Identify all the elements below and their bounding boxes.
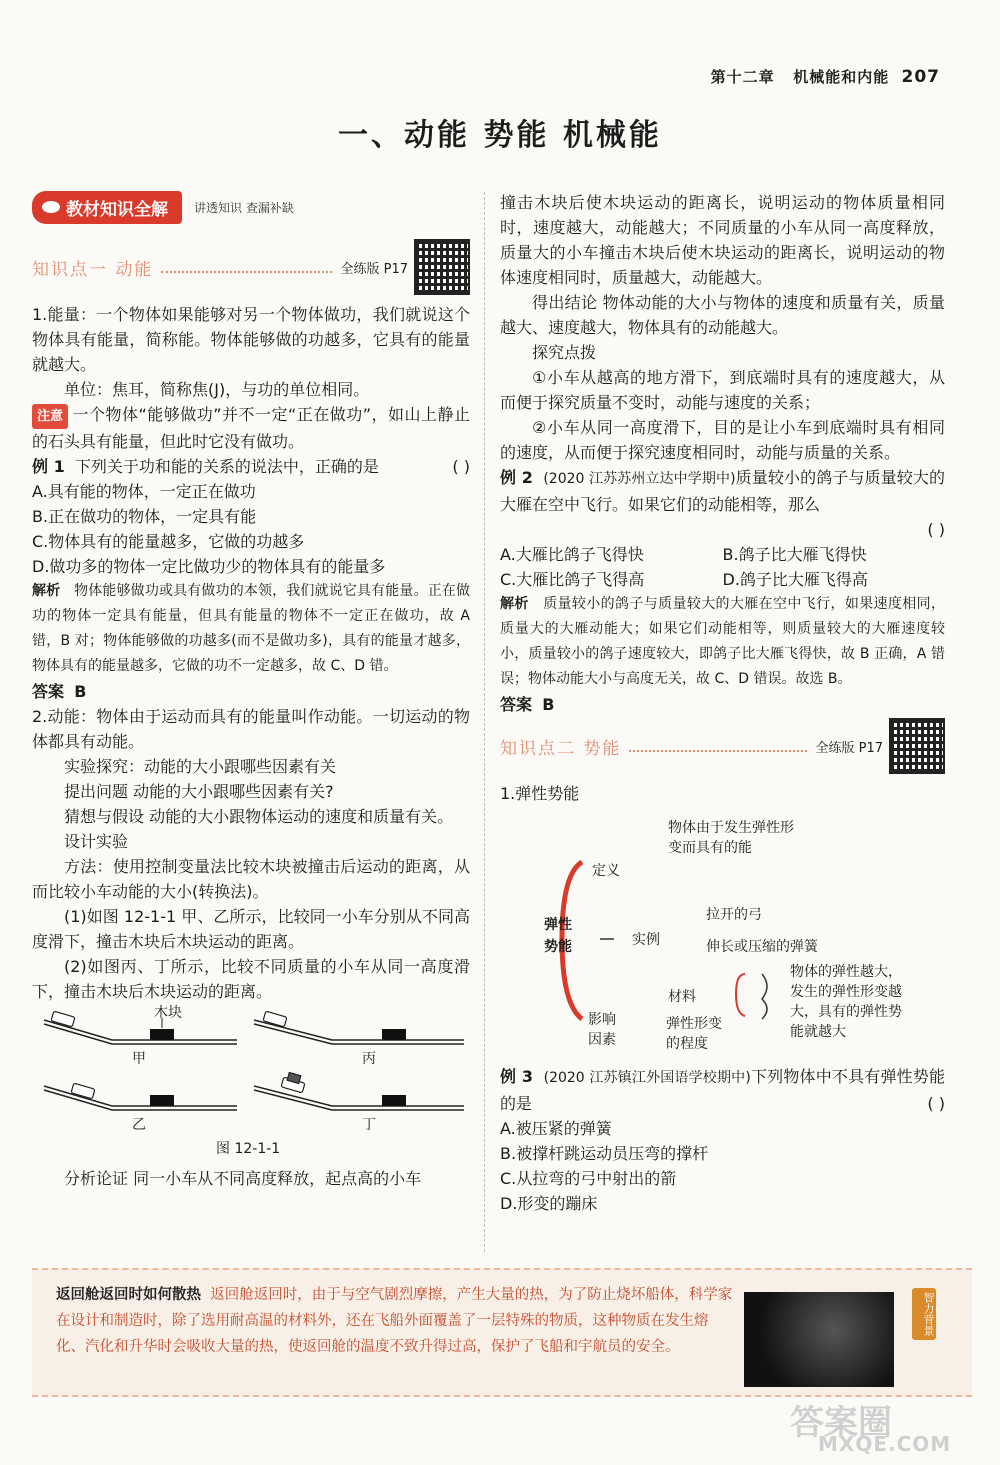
ex2-option-a: A.大雁比鸽子飞得快 (500, 545, 644, 564)
kp1-label: 知识点一 动能 (32, 259, 154, 280)
ex3-paren: ( ) (927, 1094, 945, 1113)
analysis-label-2: 解析 (500, 596, 529, 612)
answer-value-2: B (542, 695, 555, 714)
ramp-diagram (32, 1008, 470, 1158)
para-unit: 单位：焦耳，简称焦(J)，与功的单位相同。 (64, 380, 370, 399)
ex2-option-b: B.鸽子比大雁飞得快 (722, 545, 867, 564)
ex1-option-a: A.具有能的物体，一定正在做功 (32, 482, 256, 501)
banner-bar (32, 191, 182, 224)
ex3-option-d: D.形变的蹦床 (500, 1194, 598, 1213)
ex1-stem: 下列关于功和能的关系的说法中，正确的是 (74, 457, 379, 476)
background-title: 返回舱返回时如何散热 (56, 1287, 201, 1303)
tree-example-2: 伸长或压缩的弹簧 (706, 939, 818, 955)
ex2-option-d: D.鸽子比大雁飞得高 (722, 570, 868, 589)
ex2-answer (500, 692, 945, 717)
elastic-energy-tree (500, 814, 945, 1064)
ex3-option-a: A.被压紧的弹簧 (500, 1119, 612, 1138)
ex1-label: 例 1 (32, 457, 65, 476)
example-2 (500, 465, 945, 517)
block-yi (150, 1095, 174, 1106)
block-label: 木块 (154, 1005, 182, 1021)
ex2-option-c: C.大雁比鸽子飞得高 (500, 570, 645, 589)
para-note (32, 402, 470, 454)
background-box (32, 1268, 972, 1397)
cart-yi (71, 1083, 95, 1099)
ex2-label: 例 2 (500, 468, 533, 487)
right-column (500, 190, 945, 1216)
ex2-analysis (500, 592, 945, 692)
result-brace (762, 974, 767, 1019)
label-ding: 丁 (362, 1117, 376, 1133)
ex3-option-b: B.被撑杆跳运动员压弯的撑杆 (500, 1144, 709, 1163)
chapter: 第十二章 (710, 68, 775, 86)
block-bing (382, 1029, 406, 1040)
qr-code-icon-2[interactable] (889, 718, 945, 774)
dotted-leader (161, 261, 332, 273)
para-elastic-title: 1.弹性势能 (500, 784, 580, 803)
capsule-photo (744, 1292, 894, 1387)
ex1-option-d: D.做功多的物体一定比做功少的物体具有的能量多 (32, 557, 386, 576)
cart-jia (51, 1011, 75, 1027)
label-yi: 乙 (132, 1117, 146, 1133)
note-badge: 注意 (32, 404, 68, 429)
ex3-label: 例 3 (500, 1067, 534, 1086)
banner-label: 教材知识全解 (66, 199, 168, 220)
block-jia (150, 1029, 174, 1040)
para-method: 方法：使用控制变量法比较木块被撞击后运动的距离，从而比较小车动能的大小(转换法)。 (32, 857, 470, 901)
answer-value: B (74, 682, 87, 701)
para-energy: 1.能量：一个物体如果能够对另一个物体做功，我们就说这个物体具有能量，简称能。物体能够做的功越多，它具有的能量就越大。 (32, 305, 470, 374)
ramp-ding (254, 1086, 464, 1106)
ex2-options-cd (500, 567, 945, 592)
figure-caption: 图 12-1-1 (216, 1141, 281, 1157)
tree-result: 物体的弹性越大，发生的弹性形变越大，具有的弹性势能就越大 (790, 964, 902, 1040)
kp2-label: 知识点二 势能 (500, 738, 622, 759)
para-step2: (2)如图丙、丁所示，比较不同质量的小车从同一高度滑下，撞击木块后木块运动的距离。 (32, 957, 470, 1001)
ex1-option-b: B.正在做功的物体，一定具有能 (32, 507, 257, 526)
answer-label-2: 答案 (500, 695, 533, 714)
kp1-version: 全练版 P17 (340, 261, 408, 277)
para-design: 设计实验 (64, 832, 129, 851)
block-ding (382, 1095, 406, 1106)
para-conclusion-cont: 撞击木块后使木块运动的距离长，说明运动的物体质量相同时，速度越大，动能越大；不同质量的小车从同一高度释放，质量大的小车撞击木块后使木块运动的距离长，说明运动的物体速度相同时，质量越大，动能越大。 (500, 193, 945, 287)
page-header (711, 66, 940, 87)
page-title: 一、动能 势能 机械能 (338, 118, 662, 153)
para-tip2: ②小车从同一高度滑下，目的是让小车到底端时具有相同的速度，从而便于探究速度相同时，动能与质量的关系。 (500, 418, 945, 462)
ex3-option-c: C.从拉弯的弓中射出的箭 (500, 1169, 677, 1188)
ex2-options-ab (500, 542, 945, 567)
ex2-paren: ( ) (927, 520, 945, 539)
ex1-paren: ( ) (452, 457, 470, 476)
para-hypothesis: 猜想与假设 动能的大小跟物体运动的速度和质量有关。 (64, 807, 454, 826)
banner-tag: 讲透知识 查漏补缺 (194, 200, 294, 215)
page-number: 207 (901, 67, 940, 87)
tree-def: 物体由于发生弹性形变而具有的能 (668, 820, 794, 856)
ex3-source: (2020 江苏镇江外国语学校期中) (543, 1070, 751, 1086)
tree-influence-2: 弹性形变的程度 (666, 1016, 722, 1052)
tree-influence-label: 影响因素 (588, 1012, 616, 1048)
para-kinetic: 2.动能：物体由于运动而具有的能量叫作动能。一切运动的物体都具有动能。 (32, 707, 470, 751)
ex1-analysis (32, 579, 470, 679)
fish-icon (42, 201, 60, 213)
analysis-label: 解析 (32, 583, 61, 599)
label-bing: 丙 (362, 1051, 376, 1067)
example-3 (500, 1064, 945, 1116)
watermark-logo: 答案圈 (790, 1403, 892, 1443)
tree-example-1: 拉开的弓 (706, 907, 762, 923)
left-column (32, 190, 470, 1191)
knowledge-point-2 (500, 721, 945, 771)
ex1-option-c: C.物体具有的能量越多，它做的功越多 (32, 532, 305, 551)
ex1-answer (32, 679, 470, 704)
tree-root: 弹性势能 (544, 917, 572, 955)
background-body: 返回舱返回时，由于与空气剧烈摩擦，产生大量的热，为了防止烧坏船体，科学家在设计和制造时，除了选用耐高温的材料外，还在飞船外面覆盖了一层特殊的物质，这种物质在发生熔化、汽化和升华时会吸收大量的热，使返回舱的温度不致升得过高，保护了飞船和宇航员的安全。 (56, 1287, 733, 1355)
section-banner (32, 190, 470, 224)
side-tab: 智力背景 (912, 1288, 936, 1340)
analysis-text: 物体能够做功或具有做功的本领，我们就说它具有能量。正在做功的物体一定具有能量，但具有能量的物体不一定正在做功，故 A 错，B 对；物体能够做的功越多(而不是做功多)，具有的能量才越多，物体具有的能量越多，它做的功不一定越多，故 C、D 错。 (32, 583, 471, 674)
dotted-leader-2 (629, 740, 807, 752)
qr-code-icon[interactable] (414, 239, 470, 295)
tree-influence-1: 材料 (668, 989, 696, 1005)
tree-def-label: 定义 (592, 863, 620, 879)
para-step1: (1)如图 12-1-1 甲、乙所示，比较同一小车分别从不同高度滑下，撞击木块后木块运动的距离。 (32, 907, 470, 951)
para-question: 提出问题 动能的大小跟哪些因素有关? (64, 782, 334, 801)
para-tips-title: 探究点拨 (532, 343, 597, 362)
para-experiment: 实验探究：动能的大小跟哪些因素有关 (64, 757, 337, 776)
cart-bing (263, 1011, 287, 1027)
answer-label: 答案 (32, 682, 65, 701)
kp2-version: 全练版 P17 (815, 740, 883, 756)
watermark-url: MXQE.COM (818, 1432, 952, 1456)
para-analysis: 分析论证 同一小车从不同高度释放，起点高的小车 (64, 1169, 422, 1188)
ex2-source: (2020 江苏苏州立达中学期中) (543, 471, 736, 487)
para-conclusion: 得出结论 物体动能的大小与物体的速度和质量有关，质量越大、速度越大，物体具有的动能越大。 (500, 293, 945, 337)
para-tip1: ①小车从越高的地方滑下，到底端时具有的速度越大，从而便于探究质量不变时，动能与速度的关系； (500, 368, 945, 412)
knowledge-point-1 (32, 242, 470, 292)
figure-12-1-1 (32, 1005, 470, 1158)
analysis-text-2: 质量较小的鸽子与质量较大的大雁在空中飞行，如果速度相同，质量大的大雁动能大；如果它们动能相等，则质量较大的大雁速度较小，质量较小的鸽子速度较大，即鸽子比大雁飞得快，故 B 正确，A 错误；物体动能大小与高度无关，故 C、D 错误。故选 B。 (500, 596, 946, 687)
label-jia: 甲 (132, 1051, 146, 1067)
ex3-stem: 下列物体中不具有弹性势能的是 (500, 1067, 945, 1113)
tree-example-label: 实例 (632, 932, 660, 948)
example-1 (32, 454, 470, 479)
background-text (56, 1282, 736, 1360)
factor-brace (736, 974, 745, 1016)
column-divider (484, 192, 485, 1252)
section-name: 机械能和内能 (793, 68, 890, 86)
note-text: 一个物体“能够做功”并不一定“正在做功”，如山上静止的石头具有能量，但此时它没有做功。 (32, 405, 470, 451)
ex2-stem: 质量较小的鸽子与质量较大的大雁在空中飞行。如果它们的动能相等，那么 (500, 468, 945, 514)
